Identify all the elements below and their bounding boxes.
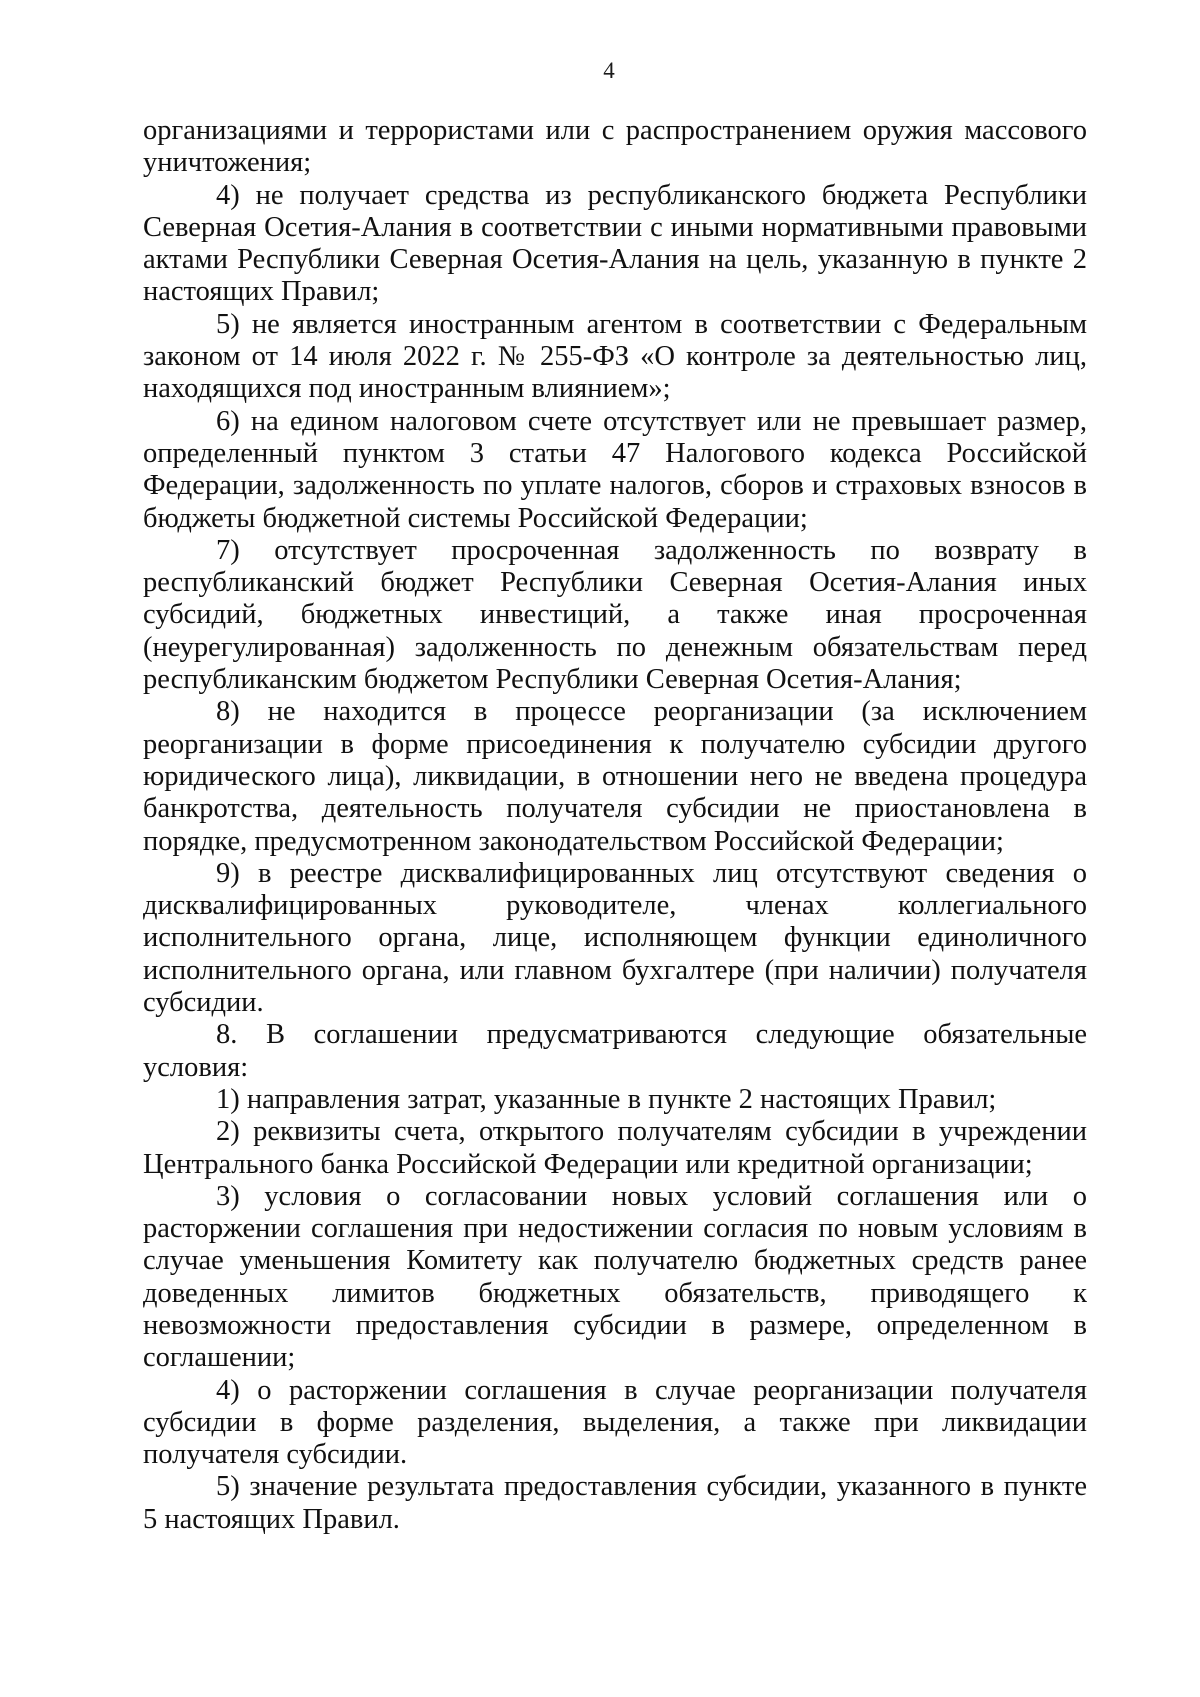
- paragraph: 5) значение результата предоставления субсидии, указанного в пункте 5 настоящих Правил.: [143, 1471, 1087, 1535]
- document-body: [143, 115, 1087, 1536]
- paragraph: 5) не является иностранным агентом в соответствии с Федеральным законом от 14 июля 2022 г. № 255-ФЗ «О контроле за деятельностью лиц, находящихся под иностранным влиянием»;: [143, 308, 1087, 405]
- paragraph: 4) о расторжении соглашения в случае реорганизации получателя субсидии в форме разделения, выделения, а также при ликвидации получателя субсидии.: [143, 1374, 1087, 1471]
- paragraph: 3) условия о согласовании новых условий соглашения или о расторжении соглашения при недостижении согласия по новым условиям в случае уменьшения Комитету как получателю бюджетных средств ранее доведенных лимитов бюджетных обязательств, приводящего к невозможности предоставления субсидии в размере, определенном в соглашении;: [143, 1180, 1087, 1374]
- paragraph: 4) не получает средства из республиканского бюджета Республики Северная Осетия-Алания в соответствии с иными нормативными правовыми актами Республики Северная Осетия-Алания на цель, указанную в пункте 2 настоящих Правил;: [143, 179, 1087, 308]
- paragraph: организациями и террористами или с распространением оружия массового уничтожения;: [143, 115, 1087, 179]
- paragraph: 1) направления затрат, указанные в пункте 2 настоящих Правил;: [216, 1083, 997, 1115]
- paragraph: 7) отсутствует просроченная задолженность по возврату в республиканский бюджет Республики Северная Осетия-Алания иных субсидий, бюджетных инвестиций, а также иная просроченная (неурегулированная) задолженность по денежным обязательствам перед республиканским бюджетом Республики Северная Осетия-Алания;: [143, 534, 1087, 696]
- paragraph: 6) на едином налоговом счете отсутствует или не превышает размер, определенный пунктом 3 статьи 47 Налогового кодекса Российской Федерации, задолженность по уплате налогов, сборов и страховых взносов в бюджеты бюджетной системы Российской Федерации;: [143, 405, 1087, 534]
- paragraph: 8. В соглашении предусматриваются следующие обязательные условия:: [143, 1019, 1087, 1083]
- paragraph: 2) реквизиты счета, открытого получателям субсидии в учреждении Центрального банка Российской Федерации или кредитной организации;: [143, 1116, 1087, 1180]
- page-number: 4: [603, 58, 615, 83]
- paragraph: 9) в реестре дисквалифицированных лиц отсутствуют сведения о дисквалифицированных руководителе, членах коллегиального исполнительного органа, лице, исполняющем функции единоличного исполнительного органа, или главном бухгалтере (при наличии) получателя субсидии.: [143, 857, 1087, 1019]
- paragraph: 8) не находится в процессе реорганизации (за исключением реорганизации в форме присоединения к получателю субсидии другого юридического лица), ликвидации, в отношении него не введена процедура банкротства, деятельность получателя субсидии не приостановлена в порядке, предусмотренном законодательством Российской Федерации;: [143, 696, 1087, 857]
